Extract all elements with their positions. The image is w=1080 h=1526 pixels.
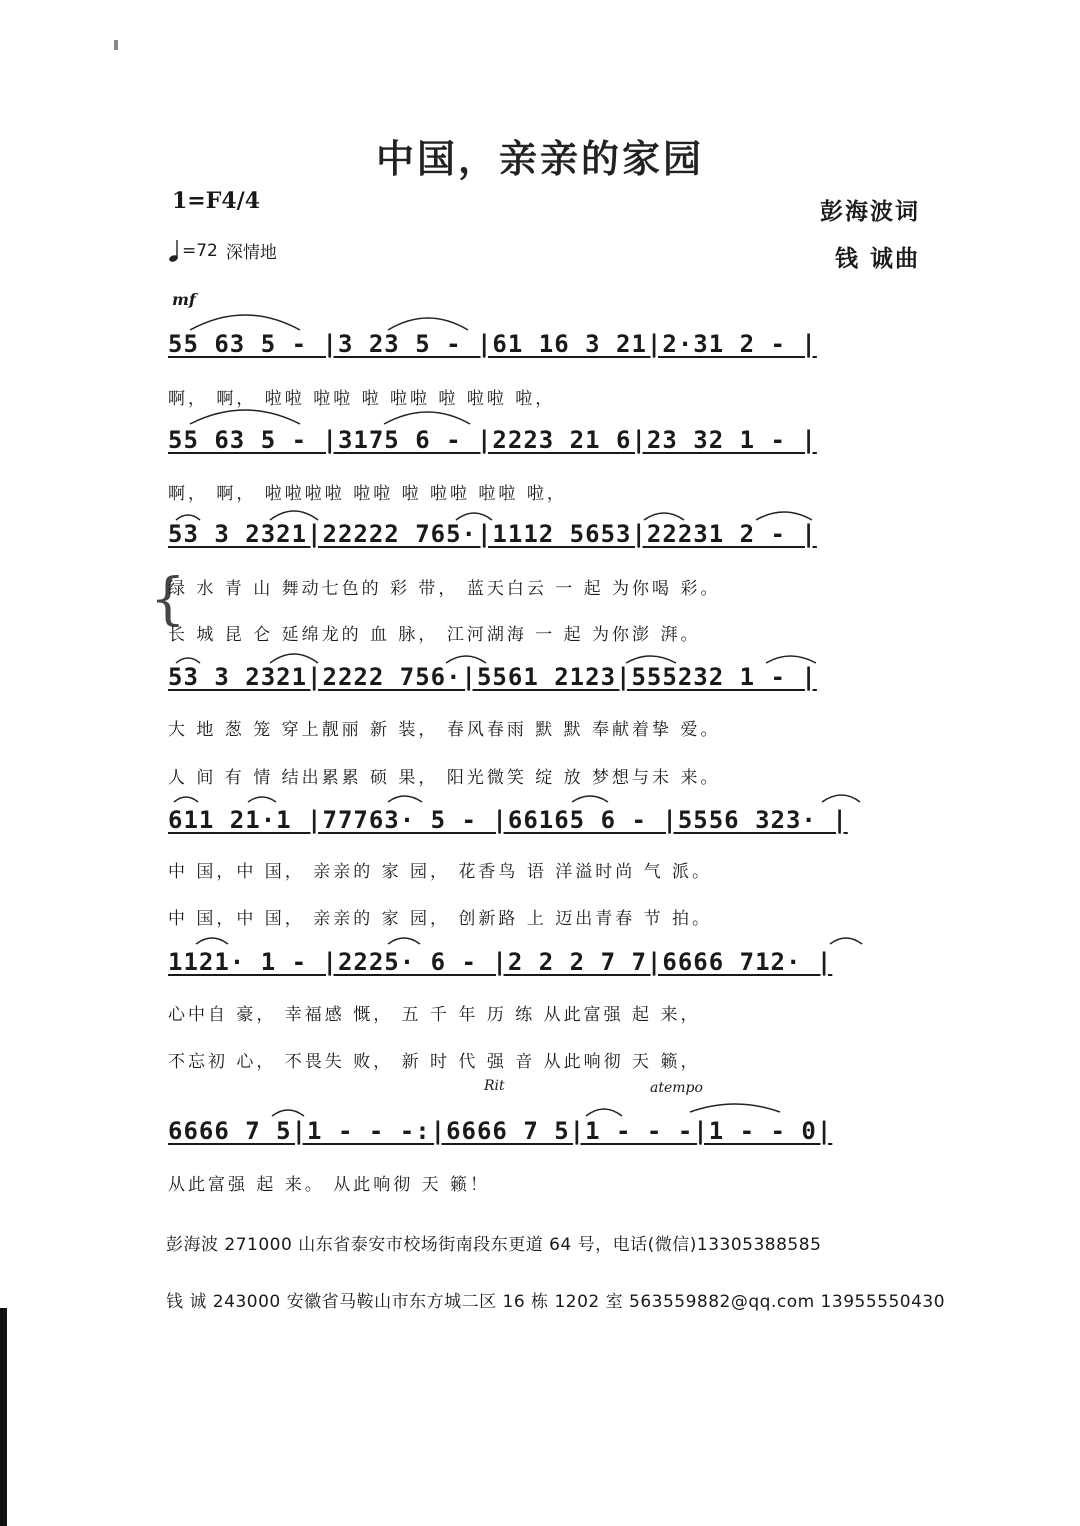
song-title: 中国，亲亲的家园 — [375, 137, 704, 181]
key-signature: 1=F4/4 — [172, 188, 261, 214]
slur-line-1-a — [190, 315, 300, 330]
lyric-line-3-verse-2: 长 城 昆 仑 延绵龙的 血 脉， 江河湖海 一 起 为你澎 湃。 — [168, 625, 701, 645]
scan-edge-mark — [0, 1308, 7, 1526]
tie-line-5-d — [572, 796, 608, 802]
lyricist-credit: 彭海波词 — [820, 199, 920, 225]
tie-line-5-b — [248, 797, 276, 802]
tie-line-7-a — [272, 1110, 304, 1116]
tie-line-6-c — [830, 938, 862, 944]
tie-line-4-d — [626, 656, 676, 663]
tie-line-4-c — [446, 656, 486, 663]
notation-line-3: 53 3 2321|22222 765·|1112 5653|22231 2 - | — [168, 520, 817, 548]
lyric-line-6-verse-2: 不忘初 心， 不畏失 败， 新 时 代 强 音 从此响彻 天 籁， — [168, 1052, 701, 1072]
tie-line-5-e — [822, 795, 860, 802]
lyric-line-6-verse-1: 心中自 豪， 幸福感 慨， 五 千 年 历 练 从此富强 起 来， — [168, 1005, 701, 1025]
notation-line-7: 6666 7 5|1 - - -:|6666 7 5|1 - - -|1 - - 0| — [168, 1117, 833, 1145]
verse-brace: { — [150, 567, 186, 632]
tie-line-5-a — [174, 797, 198, 802]
lyric-line-7: 从此富强 起 来。 从此响彻 天 籁！ — [168, 1175, 491, 1195]
tie-line-3-b — [270, 511, 318, 520]
lyric-line-5-verse-2: 中 国，中 国， 亲亲的 家 园， 创新路 上 迈出青春 节 拍。 — [168, 909, 713, 929]
tie-line-3-d — [644, 513, 684, 520]
tie-line-5-c — [388, 796, 422, 802]
scan-speck — [114, 40, 118, 50]
rit-marking: Rit — [484, 1078, 505, 1094]
notation-line-2: 55 63 5 - |3175 6 - |2223 21 6|23 32 1 - | — [168, 426, 817, 454]
tie-line-7-b — [586, 1109, 622, 1116]
slur-line-2-a — [190, 410, 300, 424]
atempo-marking: atempo — [650, 1080, 703, 1096]
tie-line-4-e — [766, 656, 816, 663]
lyric-line-1: 啊， 啊， 啦啦 啦啦 啦 啦啦 啦 啦啦 啦， — [168, 389, 556, 409]
tie-line-4-b — [270, 654, 318, 663]
notation-line-5: 611 21·1 |77763· 5 - |66165 6 - |5556 323· | — [168, 806, 848, 834]
lyric-line-4-verse-2: 人 间 有 情 结出累累 硕 果， 阳光微笑 绽 放 梦想与未 来。 — [168, 768, 721, 788]
notation-line-6: 1121· 1 - |2225· 6 - |2 2 2 7 7|6666 712· | — [168, 948, 833, 976]
tie-line-6-b — [388, 938, 420, 944]
tempo-value: =72 — [182, 240, 218, 261]
quarter-note-icon — [168, 239, 180, 263]
expression-text: 深情地 — [225, 243, 277, 263]
notation-line-4: 53 3 2321|2222 756·|5561 2123|555232 1 - | — [168, 663, 817, 691]
tempo-marking — [168, 238, 277, 263]
slur-line-1-b — [388, 318, 468, 330]
lyricist-contact: 彭海波 271000 山东省泰安市校场街南段东更道 64 号，电话(微信)13305388585 — [166, 1235, 822, 1255]
tie-line-3-e — [756, 512, 812, 520]
composer-contact: 钱 诚 243000 安徽省马鞍山市东方城二区 16 栋 1202 室 563559882@qq.com 13955550430 — [166, 1292, 946, 1312]
slur-line-2-b — [384, 412, 470, 424]
slur-line-7-end — [690, 1104, 780, 1112]
composer-credit: 钱 诚曲 — [834, 246, 920, 272]
lyric-line-2: 啊， 啊， 啦啦啦啦 啦啦 啦 啦啦 啦啦 啦， — [168, 484, 567, 504]
lyric-line-3-verse-1: 绿 水 青 山 舞动七色的 彩 带， 蓝天白云 一 起 为你喝 彩。 — [168, 579, 721, 599]
lyric-line-4-verse-1: 大 地 葱 笼 穿上靓丽 新 装， 春风春雨 默 默 奉献着挚 爱。 — [168, 720, 721, 740]
notation-line-1: 55 63 5 - |3 23 5 - |61 16 3 21|2·31 2 - | — [168, 330, 817, 358]
tie-line-6-a — [196, 938, 228, 944]
lyric-line-5-verse-1: 中 国，中 国， 亲亲的 家 园， 花香鸟 语 洋溢时尚 气 派。 — [168, 862, 713, 882]
tie-line-3-c — [456, 513, 492, 520]
dynamic-marking: mf — [172, 290, 196, 309]
